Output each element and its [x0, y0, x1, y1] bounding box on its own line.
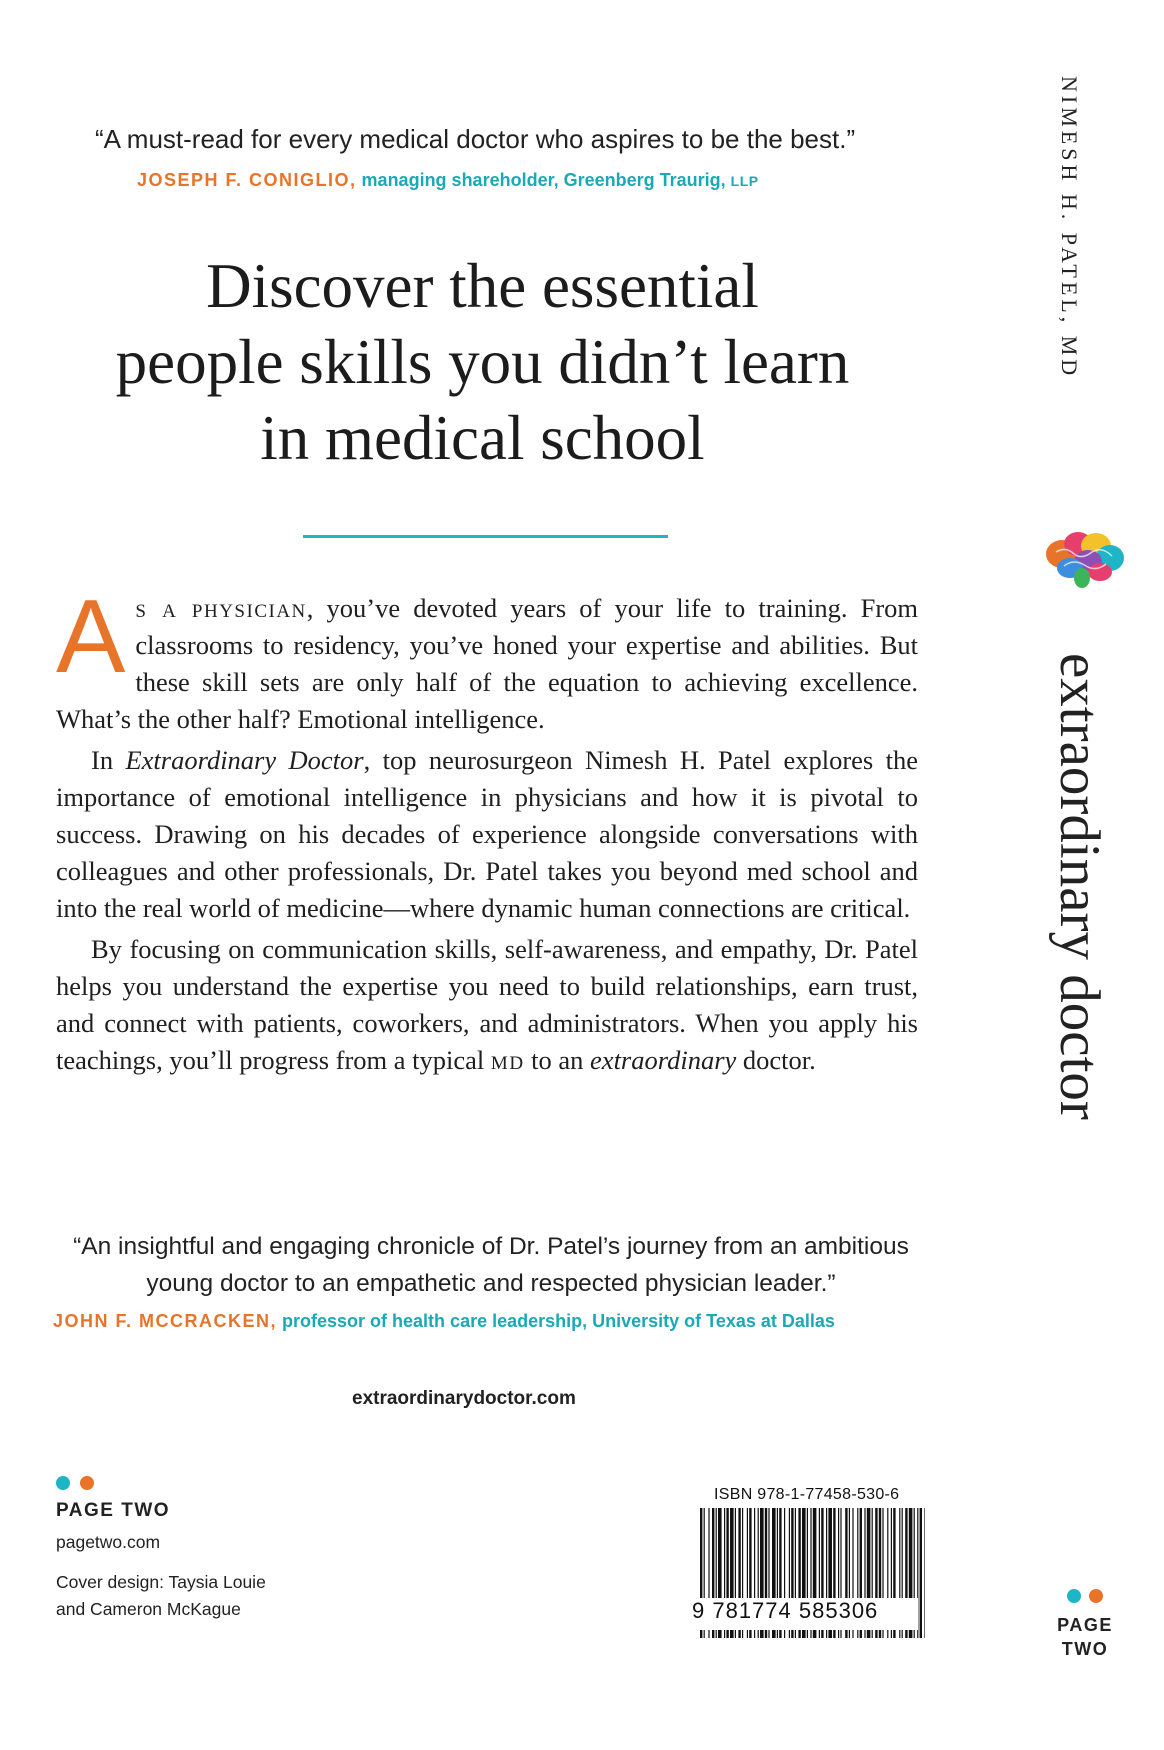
top-blurb-name: JOSEPH F. CONIGLIO,: [137, 170, 357, 190]
top-blurb-suffix: LLP: [730, 173, 759, 189]
top-blurb-quote: “A must-read for every medical doctor who aspires to be the best.”: [95, 124, 856, 154]
body-paragraph-2-pre: In: [91, 745, 126, 775]
headline-line-1: Discover the essential: [206, 251, 759, 321]
body-paragraph-3: [56, 931, 918, 1079]
drop-cap: A: [56, 579, 126, 695]
spine-publisher-line-1: PAGE: [1057, 1615, 1113, 1635]
publisher-url: pagetwo.com: [56, 1532, 161, 1552]
bottom-blurb-attribution: [53, 1311, 933, 1332]
bottom-blurb-name: JOHN F. MCCRACKEN,: [53, 1311, 278, 1331]
spine-publisher: [1050, 1613, 1120, 1661]
orange-dot-icon: [80, 1476, 94, 1490]
spine-title: extraordinary doctor: [1048, 653, 1111, 1120]
spine-teal-dot-icon: [1067, 1589, 1081, 1603]
md-smallcaps: md: [490, 1045, 525, 1075]
website-url: extraordinarydoctor.com: [352, 1388, 576, 1409]
bottom-blurb-quote: “An insightful and engaging chronicle of Dr. Patel’s journey from an ambitious young doctor to an empathetic and respected physician leader.”: [73, 1233, 909, 1297]
publisher-name: PAGE TWO: [56, 1500, 171, 1521]
body-paragraph-1-text: , you’ve devoted years of your life to training. From classrooms to residency, you’ve honed your expertise and abilities. But these skill sets are only half of the equation to achieving excellence. What’s the other half? Emotional intelligence.: [56, 593, 919, 734]
barcode-bar: [920, 1508, 922, 1638]
cover-credit-line-1: Cover design: Taysia Louie: [56, 1572, 266, 1592]
body-paragraph-1: [56, 579, 919, 738]
cover-credit-line-2: and Cameron McKague: [56, 1599, 241, 1619]
headline: [40, 248, 925, 476]
bottom-blurb-role: professor of health care leadership, University of Texas at Dallas: [282, 1311, 835, 1331]
barcode-digits: 9 781774 585306: [692, 1598, 918, 1630]
brain-icon: [1042, 528, 1128, 592]
body-paragraph-3-text: By focusing on communication skills, self-awareness, and empathy, Dr. Patel helps you understand the expertise you need to build relationships, earn trust, and connect with patients, coworkers, and administrators. When you apply his teachings, you’ll progress from a typical: [56, 934, 918, 1075]
body-paragraph-3-end: doctor.: [736, 1045, 816, 1075]
teal-dot-icon: [56, 1476, 70, 1490]
top-blurb-role: managing shareholder, Greenberg Traurig,: [361, 170, 726, 190]
spine-author: NIMESH H. PATEL, MD: [1057, 76, 1082, 380]
barcode-bar: [924, 1508, 925, 1638]
headline-line-3: in medical school: [260, 403, 705, 473]
spine-publisher-line-2: TWO: [1061, 1639, 1109, 1659]
body-paragraph-2: [56, 742, 918, 927]
lead-in-smallcaps: s a physician: [135, 593, 307, 623]
spine-orange-dot-icon: [1089, 1589, 1103, 1603]
extraordinary-italic: extraordinary: [590, 1045, 737, 1075]
headline-line-2: people skills you didn’t learn: [115, 327, 850, 397]
body-paragraph-2-text: , top neurosurgeon Nimesh H. Patel explores the importance of emotional intelligence in physicians and how it is pivotal to success. Drawing on his decades of experience alongside conversations with colleagues and other professionals, Dr. Patel takes you beyond med school and into the real world of medicine—where dynamic human connections are critical.: [56, 745, 918, 923]
top-blurb-attribution: [137, 170, 897, 191]
body-paragraph-3-mid: to an: [524, 1045, 591, 1075]
isbn-label: ISBN 978-1-77458-530-6: [714, 1486, 900, 1503]
headline-divider: [303, 535, 668, 538]
book-title-italic: Extraordinary Doctor: [125, 745, 364, 775]
body-copy: [56, 579, 919, 1083]
